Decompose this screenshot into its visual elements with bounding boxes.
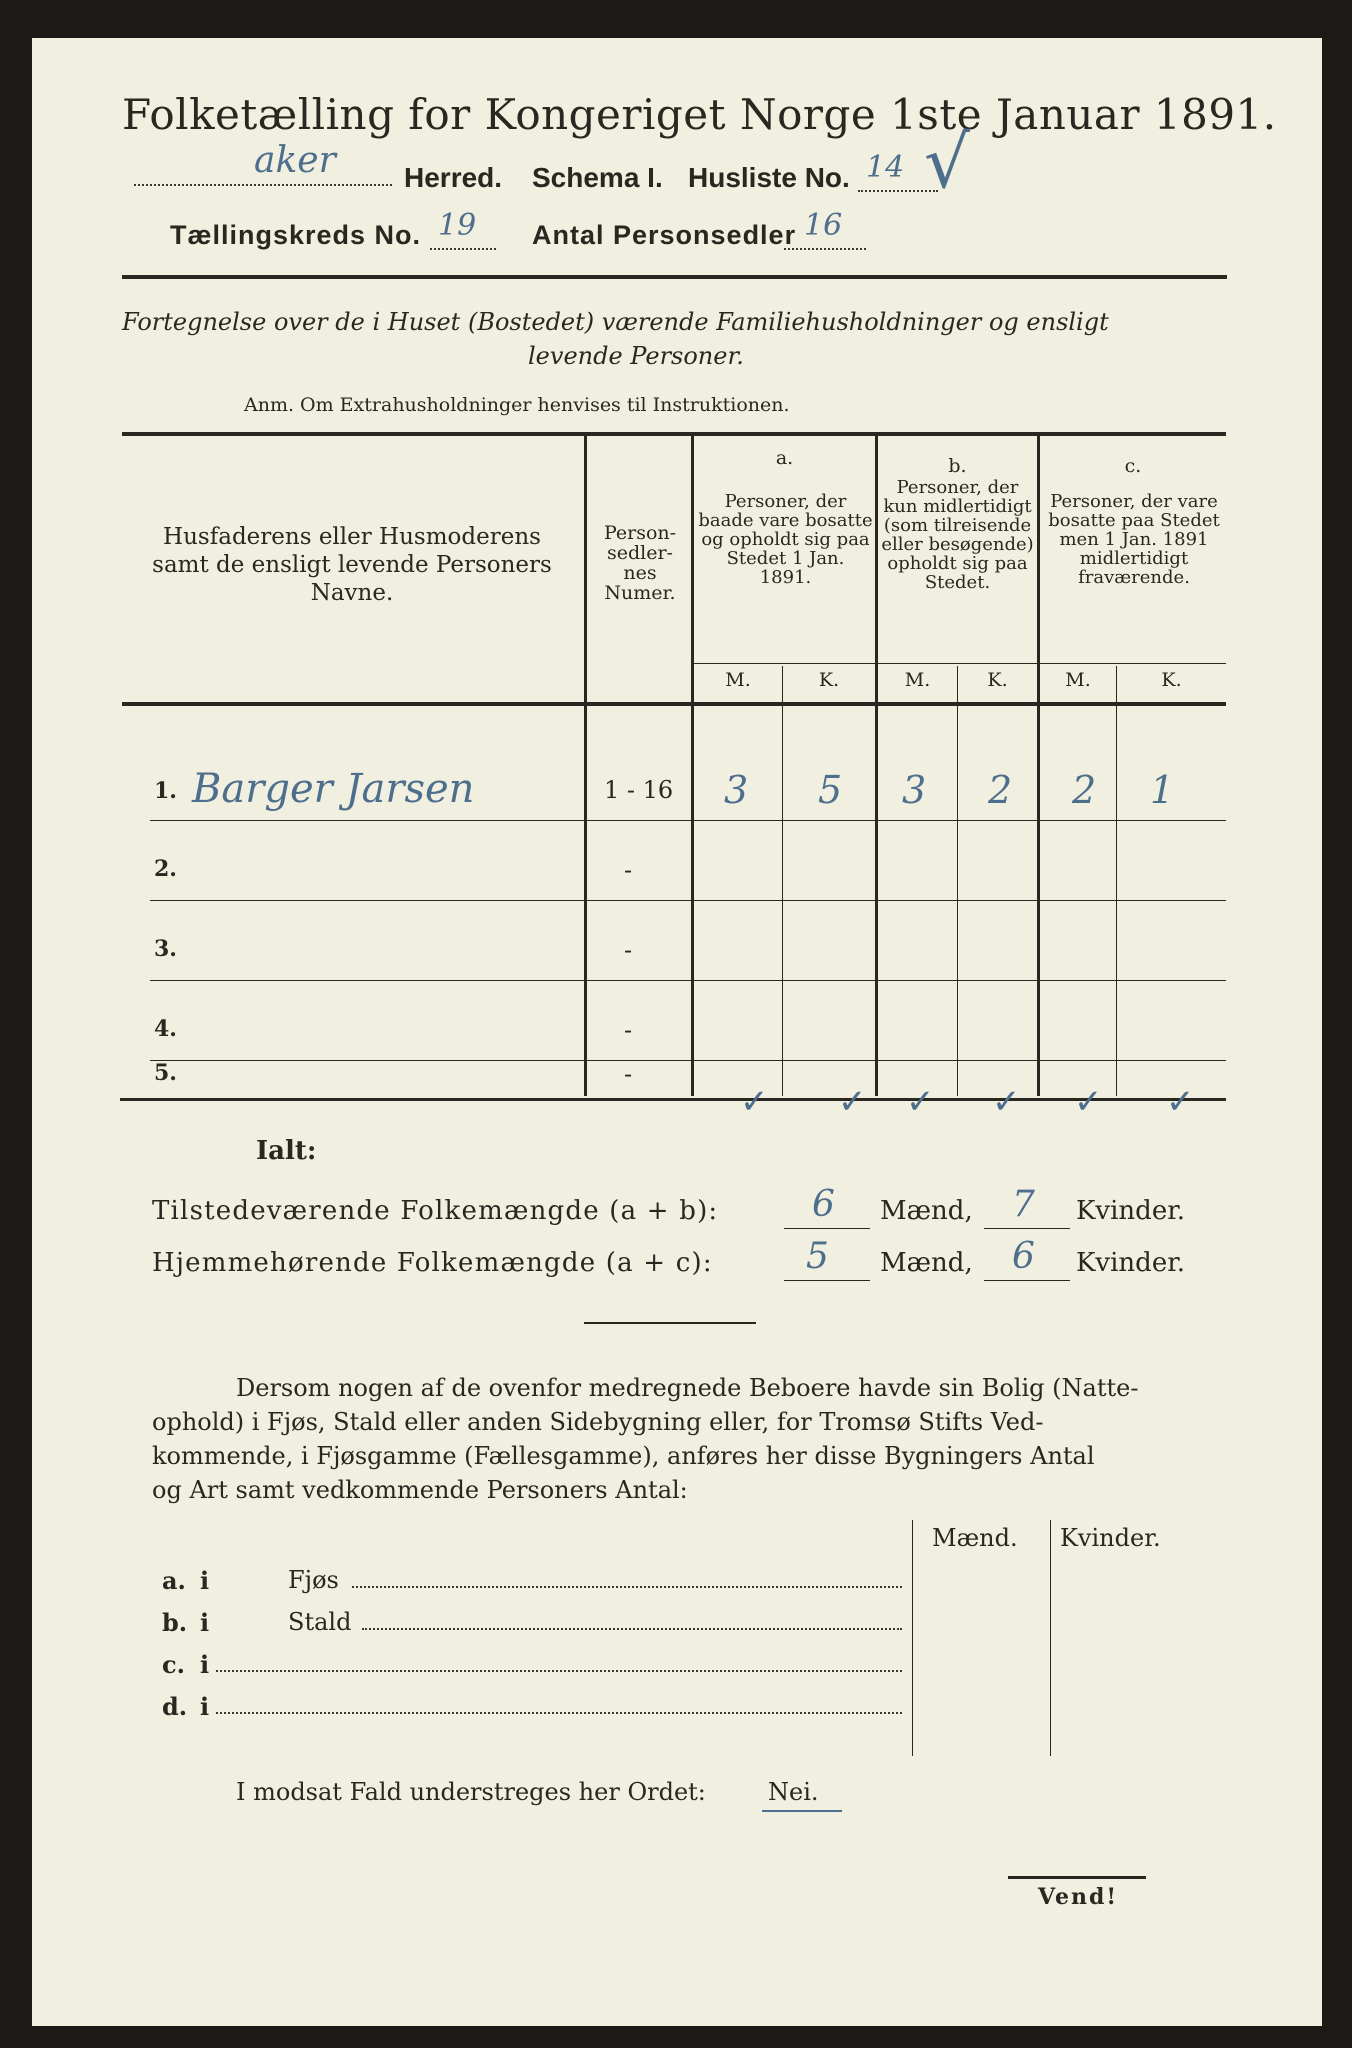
row-4-num: - [624, 1016, 633, 1044]
tilst-k-value: 7 [1012, 1184, 1035, 1225]
col-ak-header: K. [818, 669, 840, 691]
check-mark-cm: ✓ [1074, 1082, 1103, 1122]
check-mark-bm: ✓ [906, 1082, 935, 1122]
para-line4: og Art samt vedkommende Personers Antal: [152, 1476, 688, 1504]
col-ck-header: K. [1161, 669, 1182, 691]
mk-divider-a [782, 666, 783, 1096]
building-row-a-dots [352, 1586, 902, 1588]
row-1-name: Barger Jarsen [192, 766, 475, 812]
schema-label: Schema I. [532, 162, 663, 193]
intro-line2: levende Personer. [528, 342, 744, 370]
tilst-maend: Mænd, [880, 1196, 973, 1226]
header-rule [122, 275, 1227, 279]
building-row-b-dots [362, 1628, 902, 1630]
row-1-am: 3 [724, 768, 749, 812]
mk-divider-c [1116, 666, 1117, 1096]
table-top-rule [122, 432, 1226, 436]
nei-word: Nei. [768, 1778, 819, 1806]
buildings-maend-header: Mænd. [932, 1524, 1018, 1552]
hjem-label: Hjemmehørende Folkemængde (a + c): [152, 1248, 713, 1278]
table-vline-1 [584, 436, 587, 1096]
building-row-d-i: i [200, 1692, 210, 1721]
para-line2: ophold) i Fjøs, Stald eller anden Sidebygning eller, for Tromsø Stifts Ved- [152, 1408, 1044, 1436]
row-1-bm: 3 [902, 768, 927, 812]
col-header-b: Personer, der kun midlertidigt (som tilreisende eller besøgende) opholdt sig paa Stedet. [881, 477, 1034, 593]
building-row-a-i: i [200, 1566, 210, 1595]
hjem-k-value: 6 [1012, 1236, 1035, 1277]
row-2-rule [150, 900, 1226, 901]
row-1-cm: 2 [1072, 768, 1097, 812]
building-row-b-label: Stald [288, 1608, 352, 1636]
table-header-rule [122, 702, 1226, 706]
modsat-text: I modsat Fald understreges her Ordet: [236, 1778, 706, 1806]
anm-note: Anm. Om Extrahusholdninger henvises til Instruktionen. [244, 394, 790, 416]
ialt-label: Ialt: [256, 1136, 317, 1166]
row-5-num: - [624, 1060, 633, 1088]
col-cm-header: M. [1065, 669, 1091, 691]
herred-value: aker [254, 140, 336, 181]
tilst-m-value: 6 [812, 1184, 835, 1225]
row-1-ak: 5 [818, 768, 843, 812]
row-1-num: 1 - 16 [604, 776, 674, 804]
para-line1: Dersom nogen af de ovenfor medregnede Beboere havde sin Bolig (Natte- [236, 1374, 1139, 1402]
hjem-kvinder: Kvinder. [1076, 1248, 1186, 1278]
building-row-c-letter: c. [162, 1650, 185, 1679]
table-bottom-rule [120, 1098, 1226, 1101]
col-header-b-letter: b. [948, 455, 967, 477]
tilst-kvinder: Kvinder. [1076, 1196, 1186, 1226]
tilst-label: Tilstedeværende Folkemængde (a + b): [152, 1196, 719, 1226]
col-header-num: Person-sedler-nes Numer. [603, 522, 677, 604]
census-form [32, 38, 1322, 2026]
para-line3: kommende, i Fjøsgamme (Fællesgamme), anføres her disse Bygningers Antal [152, 1442, 1095, 1470]
building-row-d-dots [216, 1712, 902, 1714]
mk-subrule-a [694, 663, 875, 664]
mk-subrule-b [878, 663, 1037, 664]
check-mark-am: ✓ [740, 1082, 769, 1122]
hjem-m-field [784, 1280, 870, 1281]
buildings-kvinder-header: Kvinder. [1060, 1524, 1161, 1552]
row-1-rule [150, 820, 1226, 821]
row-3-num: - [624, 936, 633, 964]
tilst-m-field [784, 1228, 870, 1229]
kreds-label: Tællingskreds No. [170, 220, 422, 250]
buildings-vline-1 [912, 1520, 913, 1756]
section-separator [584, 1322, 756, 1324]
margin-mark: √ [924, 120, 970, 204]
buildings-vline-2 [1050, 1520, 1051, 1756]
vend-text: Vend! [1038, 1884, 1119, 1910]
check-mark-ck: ✓ [1166, 1082, 1195, 1122]
kreds-field [430, 208, 496, 250]
col-header-names: Husfaderens eller Husmoderens samt de ensligt levende Personers Navne. [152, 524, 552, 606]
row-2-number: 2. [154, 856, 177, 882]
hjem-m-value: 5 [806, 1236, 829, 1277]
building-row-b-letter: b. [162, 1608, 188, 1637]
check-mark-ak: ✓ [838, 1082, 867, 1122]
building-row-a-letter: a. [162, 1566, 186, 1595]
herred-label: Herred. [404, 162, 503, 193]
col-am-header: M. [725, 669, 751, 691]
col-header-c: Personer, der vare bosatte paa Stedet men 1 Jan. 1891 midlertidigt fraværende. [1048, 491, 1220, 588]
herred-field [134, 140, 392, 186]
vend-rule [1008, 1876, 1146, 1879]
table-vline-2 [691, 436, 694, 1096]
form-title: Folketælling for Kongeriget Norge 1ste Januar 1891. [122, 90, 1277, 139]
building-row-c-dots [216, 1670, 902, 1672]
row-3-rule [150, 980, 1226, 981]
check-mark-bk: ✓ [992, 1082, 1021, 1122]
col-bk-header: K. [987, 669, 1008, 691]
table-vline-3 [875, 436, 878, 1096]
col-header-a: Personer, der baade vare bosatte og opholdt sig paa Stedet 1 Jan. 1891. [698, 491, 873, 588]
kreds-value: 19 [438, 208, 477, 243]
row-4-number: 4. [154, 1016, 177, 1042]
intro-line1: Fortegnelse over de i Huset (Bostedet) værende Familiehusholdninger og ensligt [122, 308, 1109, 336]
building-row-b-i: i [200, 1608, 210, 1637]
table-vline-4 [1037, 436, 1040, 1096]
nei-underline [762, 1810, 842, 1812]
col-bm-header: M. [904, 669, 931, 691]
col-header-c-letter: c. [1124, 455, 1142, 477]
row-5-number: 5. [154, 1060, 177, 1086]
husliste-value: 14 [866, 150, 905, 185]
mk-subrule-c [1040, 663, 1226, 664]
husliste-label: Husliste No. [688, 162, 850, 193]
hjem-k-field [984, 1280, 1070, 1281]
antal-field [784, 208, 866, 250]
building-row-a-label: Fjøs [288, 1566, 339, 1594]
row-4-rule [150, 1060, 1226, 1061]
building-row-d-letter: d. [162, 1692, 188, 1721]
building-row-c-i: i [200, 1650, 210, 1679]
row-2-num: - [624, 856, 633, 884]
row-1-number: 1. [154, 778, 177, 804]
row-1-bk: 2 [988, 768, 1013, 812]
tilst-k-field [984, 1228, 1070, 1229]
antal-label: Antal Personsedler [532, 220, 797, 250]
mk-divider-b [957, 666, 958, 1096]
col-header-a-letter: a. [775, 447, 794, 469]
antal-value: 16 [804, 208, 843, 243]
row-3-number: 3. [154, 936, 177, 962]
hjem-maend: Mænd, [880, 1248, 973, 1278]
row-1-ck: 1 [1150, 768, 1175, 812]
